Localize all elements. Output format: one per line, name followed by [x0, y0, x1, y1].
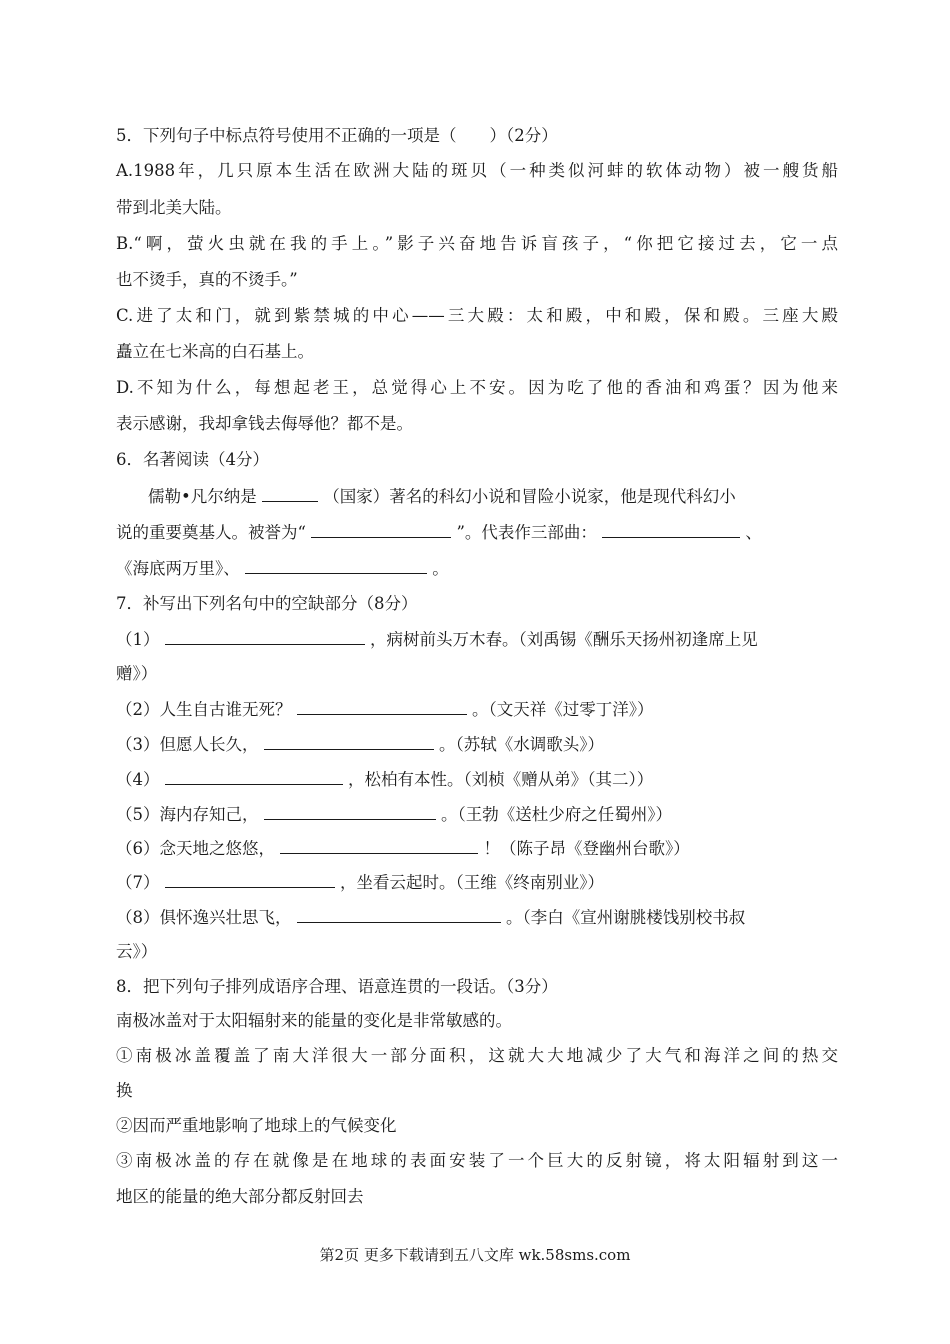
q7-text: 。（李白《宣州谢朓楼饯别校书叔: [506, 908, 746, 927]
q5-option-c-line1: C.进了太和门，就到紫禁城的中心——三大殿：太和殿，中和殿，保和殿。三座大殿: [116, 306, 838, 325]
q6-text: 、: [745, 523, 762, 542]
answer-blank: [165, 627, 365, 645]
q7-text: ，坐看云起时。（王维《终南别业》）: [340, 873, 604, 892]
q7-text: （1）: [116, 630, 160, 649]
q5-option-a-line2: 带到北美大陆。: [116, 198, 232, 217]
q6-line1: [148, 484, 838, 509]
answer-blank: [165, 767, 343, 785]
q6-text: （国家）著名的科幻小说和冒险小说家，他是现代科幻小: [323, 487, 736, 506]
q7-item4: [116, 767, 838, 792]
q8-sentence1-line2: 换: [116, 1081, 133, 1100]
q7-item6: [116, 836, 838, 861]
answer-blank: [165, 870, 335, 888]
q7-item8: [116, 905, 838, 930]
q7-text: （7）: [116, 873, 160, 892]
q7-item3: [116, 732, 838, 757]
answer-blank: [264, 802, 436, 820]
q6-line3: [116, 556, 838, 581]
q5-option-d-line1: D.不知为什么，每想起老王，总觉得心上不安。因为吃了他的香油和鸡蛋？因为他来: [116, 378, 838, 397]
q8-title: 8．把下列句子排列成语序合理、语意连贯的一段话。（3分）: [116, 977, 558, 996]
q7-text: （8）俱怀逸兴壮思飞，: [116, 908, 292, 927]
q6-title: 6．名著阅读（4分）: [116, 450, 269, 469]
answer-blank: [245, 556, 427, 574]
q7-text: ，病树前头万木春。（刘禹锡《酬乐天扬州初逢席上见: [370, 630, 758, 649]
answer-blank: [262, 484, 318, 502]
q7-text: （2）人生自古谁无死？: [116, 700, 292, 719]
q7-text: 。（文天祥《过零丁洋》）: [472, 700, 654, 719]
q7-item1-cont: 赠》）: [116, 664, 158, 683]
q7-text: ！（陈子昂《登幽州台歌》）: [483, 839, 690, 858]
q5-option-b-line1: B.“啊，萤火虫就在我的手上。”影子兴奋地告诉盲孩子，“你把它接过去，它一点: [116, 234, 838, 253]
q8-sentence2: ②因而严重地影响了地球上的气候变化: [116, 1116, 397, 1135]
q6-text: 。: [432, 559, 449, 578]
q8-sentence1-line1: ①南极冰盖覆盖了南大洋很大一部分面积，这就大大地减少了大气和海洋之间的热交: [116, 1046, 838, 1065]
q5-option-b-line2: 也不烫手，真的不烫手。”: [116, 270, 298, 289]
q7-text: 。（苏轼《水调歌头》）: [439, 735, 604, 754]
q7-item7: [116, 870, 838, 895]
q6-text: ”。代表作三部曲：: [456, 523, 597, 542]
q6-text: 说的重要奠基人。被誉为“: [116, 523, 306, 542]
page-footer: 第2页 更多下载请到五八文库 wk.58sms.com: [319, 1246, 631, 1264]
q8-sentence3-line1: ③南极冰盖的存在就像是在地球的表面安装了一个巨大的反射镜，将太阳辐射到这一: [116, 1151, 838, 1170]
q7-text: （4）: [116, 770, 160, 789]
q7-item8-cont: 云》）: [116, 942, 158, 961]
answer-blank: [602, 520, 740, 538]
q7-text: （6）念天地之悠悠，: [116, 839, 275, 858]
q7-text: 。（王勃《送杜少府之任蜀州》）: [441, 805, 672, 824]
q7-title: 7．补写出下列名句中的空缺部分（8分）: [116, 594, 418, 613]
q7-text: （5）海内存知己，: [116, 805, 259, 824]
q8-intro: 南极冰盖对于太阳辐射来的能量的变化是非常敏感的。: [116, 1011, 512, 1030]
q5-option-d-line2: 表示感谢，我却拿钱去侮辱他？都不是。: [116, 414, 413, 433]
q5-stem: 5．下列句子中标点符号使用不正确的一项是（ ）（2分）: [116, 126, 558, 145]
q6-line2: [116, 520, 838, 545]
answer-blank: [297, 697, 467, 715]
q6-text: 《海底两万里》、: [116, 559, 240, 578]
q5-option-a-line1: A.1988年，几只原本生活在欧洲大陆的斑贝（一种类似河蚌的软体动物）被一艘货船: [116, 161, 838, 180]
answer-blank: [311, 520, 451, 538]
q7-item2: [116, 697, 838, 722]
q8-sentence3-line2: 地区的能量的绝大部分都反射回去: [116, 1187, 364, 1206]
q7-text: ，松柏有本性。（刘桢《赠从弟》（其二））: [348, 770, 654, 789]
q5-option-c-line2: 矗立在七米高的白石基上。: [116, 342, 314, 361]
answer-blank: [297, 905, 501, 923]
answer-blank: [280, 836, 478, 854]
answer-blank: [264, 732, 434, 750]
q7-text: （3）但愿人长久，: [116, 735, 259, 754]
q7-item1: [116, 627, 838, 652]
q7-item5: [116, 802, 838, 827]
q6-text: 儒勒•凡尔纳是: [148, 487, 257, 506]
